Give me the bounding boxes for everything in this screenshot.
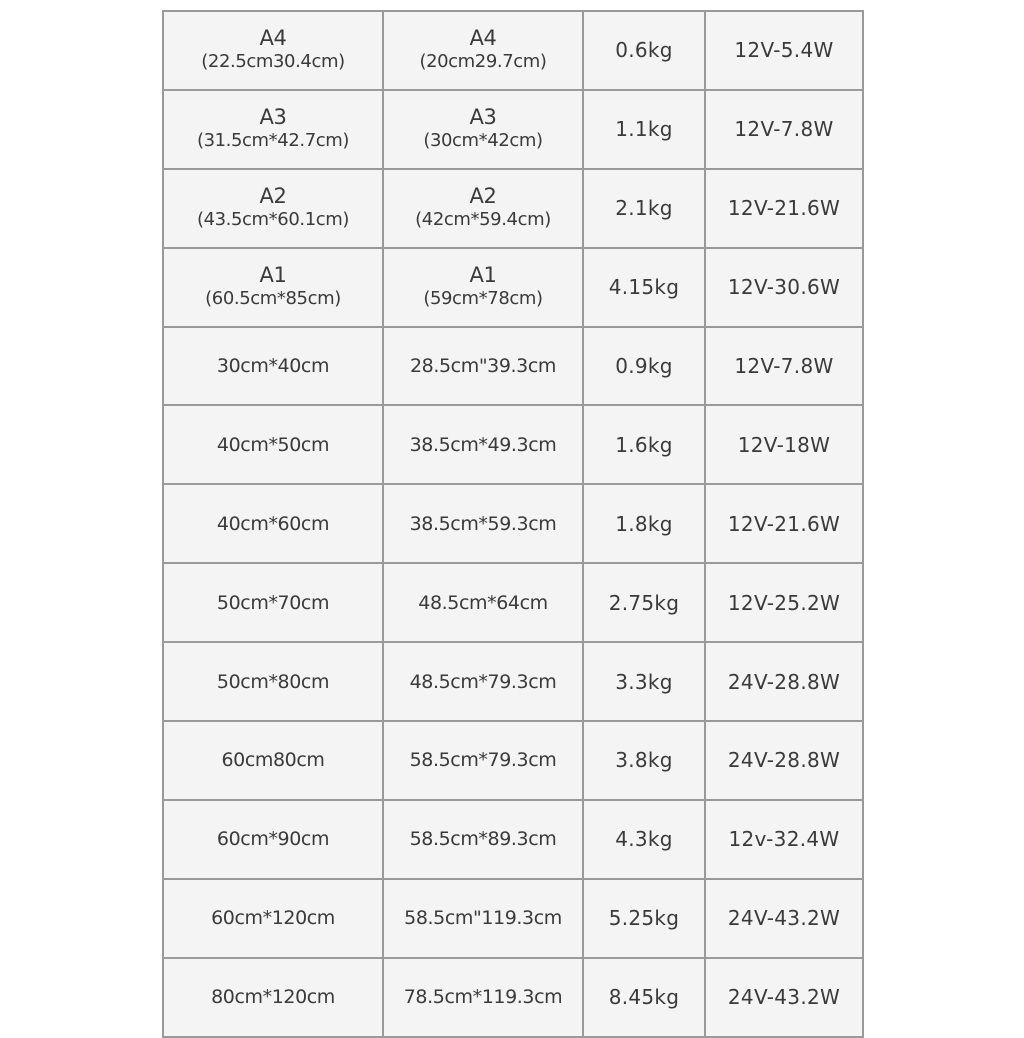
frame-size-cell: 50cm*70cm <box>163 563 383 642</box>
weight-cell: 1.1kg <box>583 90 705 169</box>
power-cell: 12V-7.8W <box>705 327 863 406</box>
frame-size-cell <box>163 248 383 327</box>
view-size-cell: 78.5cm*119.3cm <box>383 958 583 1037</box>
table-row <box>163 563 863 642</box>
weight-cell: 8.45kg <box>583 958 705 1037</box>
table-row <box>163 879 863 958</box>
frame-size-cell: 80cm*120cm <box>163 958 383 1037</box>
paper-size-label: A3 <box>259 105 287 130</box>
frame-dimensions: (31.5cm*42.7cm) <box>196 130 350 152</box>
weight-cell: 4.15kg <box>583 248 705 327</box>
weight-cell: 3.3kg <box>583 642 705 721</box>
weight-cell: 0.6kg <box>583 11 705 90</box>
power-cell: 12V-18W <box>705 405 863 484</box>
frame-size-cell <box>163 169 383 248</box>
weight-cell: 5.25kg <box>583 879 705 958</box>
paper-size-label: A3 <box>469 105 497 130</box>
view-size-cell: 28.5cm"39.3cm <box>383 327 583 406</box>
frame-dimensions: (60.5cm*85cm) <box>205 288 341 310</box>
power-cell: 24V-43.2W <box>705 879 863 958</box>
table-row <box>163 405 863 484</box>
frame-size-cell: 30cm*40cm <box>163 327 383 406</box>
table-row <box>163 248 863 327</box>
paper-size-label: A4 <box>259 26 287 51</box>
view-size-cell: 48.5cm*64cm <box>383 563 583 642</box>
paper-size-label: A2 <box>469 184 497 209</box>
power-cell: 24V-28.8W <box>705 721 863 800</box>
frame-size-cell <box>163 11 383 90</box>
power-cell: 12V-21.6W <box>705 169 863 248</box>
frame-size-cell: 60cm*90cm <box>163 800 383 879</box>
paper-size-label: A1 <box>259 263 287 288</box>
table-row <box>163 958 863 1037</box>
view-dimensions: (20cm29.7cm) <box>419 51 547 73</box>
weight-cell: 0.9kg <box>583 327 705 406</box>
view-size-cell: 38.5cm*49.3cm <box>383 405 583 484</box>
view-dimensions: (42cm*59.4cm) <box>415 209 551 231</box>
frame-size-cell <box>163 90 383 169</box>
weight-cell: 1.8kg <box>583 484 705 563</box>
frame-size-cell: 60cm80cm <box>163 721 383 800</box>
table-row <box>163 90 863 169</box>
frame-dimensions: (43.5cm*60.1cm) <box>196 209 350 231</box>
weight-cell: 1.6kg <box>583 405 705 484</box>
view-dimensions: (59cm*78cm) <box>423 288 543 310</box>
weight-cell: 2.75kg <box>583 563 705 642</box>
view-size-cell <box>383 248 583 327</box>
table-row <box>163 642 863 721</box>
frame-size-cell: 60cm*120cm <box>163 879 383 958</box>
view-dimensions: (30cm*42cm) <box>423 130 543 152</box>
power-cell: 12v-32.4W <box>705 800 863 879</box>
frame-dimensions: (22.5cm30.4cm) <box>201 51 345 73</box>
weight-cell: 4.3kg <box>583 800 705 879</box>
frame-size-cell: 40cm*50cm <box>163 405 383 484</box>
view-size-cell: 48.5cm*79.3cm <box>383 642 583 721</box>
view-size-cell: 58.5cm*89.3cm <box>383 800 583 879</box>
table-row <box>163 169 863 248</box>
paper-size-label: A4 <box>469 26 497 51</box>
power-cell: 12V-30.6W <box>705 248 863 327</box>
weight-cell: 3.8kg <box>583 721 705 800</box>
paper-size-label: A2 <box>259 184 287 209</box>
table-row <box>163 800 863 879</box>
power-cell: 12V-25.2W <box>705 563 863 642</box>
paper-size-label: A1 <box>469 263 497 288</box>
view-size-cell: 58.5cm"119.3cm <box>383 879 583 958</box>
table-row <box>163 484 863 563</box>
view-size-cell <box>383 169 583 248</box>
view-size-cell <box>383 90 583 169</box>
view-size-cell: 38.5cm*59.3cm <box>383 484 583 563</box>
power-cell: 24V-28.8W <box>705 642 863 721</box>
power-cell: 12V-7.8W <box>705 90 863 169</box>
table-row <box>163 11 863 90</box>
table-row <box>163 721 863 800</box>
weight-cell: 2.1kg <box>583 169 705 248</box>
power-cell: 12V-21.6W <box>705 484 863 563</box>
frame-size-cell: 40cm*60cm <box>163 484 383 563</box>
frame-size-cell: 50cm*80cm <box>163 642 383 721</box>
view-size-cell: 58.5cm*79.3cm <box>383 721 583 800</box>
power-cell: 12V-5.4W <box>705 11 863 90</box>
size-spec-table <box>162 10 864 1038</box>
view-size-cell <box>383 11 583 90</box>
table-row <box>163 327 863 406</box>
power-cell: 24V-43.2W <box>705 958 863 1037</box>
